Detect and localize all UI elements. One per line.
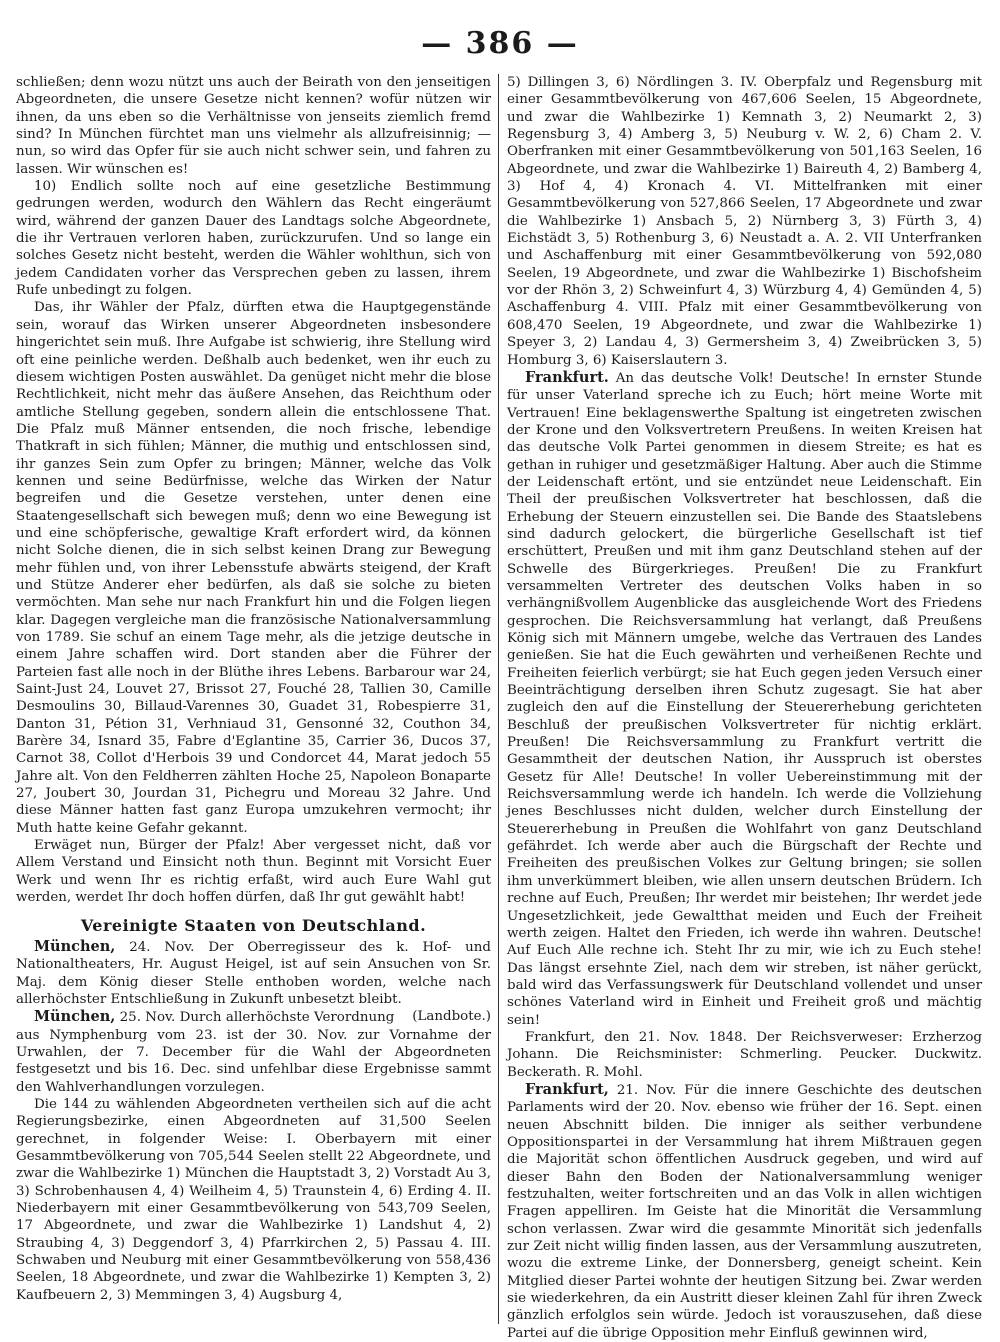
paragraph: Die 144 zu wählenden Abgeordneten vertheilen sich auf die acht Regierungsbezirke, einen Abgeordneten auf 31,500 Seelen gerechnet, in folgender Weise: I. Oberbayern mit einer Gesammtbevölkerung von 705,544 Seelen stellt 22 Abgeordnete, und zwar die Wahlbezirke 1) München die Hauptstadt 3, 2) Vorstadt Au 3, 3) Schrobenhausen 4, 4) Weilheim 4, 5) Traunstein 4, 6) Erding 4. II. Niederbayern mit einer Gesammtbevölkerung von 543,709 Seelen, 17 Abgeordnete, und zwar die Wahlbezirke 1) Landshut 4, 2) Straubing 4, 3) Deggendorf 3, 4) Pfarrkirchen 2, 5) Passau 4. III. Schwaben und Neuburg mit einer Gesammtbevölkerung von 558,436 Seelen, 18 Abgeordnete, und zwar die Wahlbezirke 1) Kempten 3, 2) Kaufbeuern 2, 3) Memmingen 3, 4) Augsburg 4, xyxy=(16,1096,491,1303)
dateline-place: Frankfurt. xyxy=(525,368,609,386)
article-text: 25. Nov. Durch allerhöchste Verordnung aus Nymphenburg vom 23. ist der 30. Nov. zur Vornahme der Urwahlen, der 7. December für die Wahl der Abgeordneten festgesetzt und bis 16. Dec. sind unfehlbar diese Ergebnisse sammt den Wahlverhandlungen vorzulegen. xyxy=(16,1010,491,1095)
article-munich-1 xyxy=(16,937,491,1025)
paragraph: 5) Dillingen 3, 6) Nördlingen 3. IV. Oberpfalz und Regensburg mit einer Gesammtbevölkerung von 467,606 Seelen, 15 Abgeordnete, und zwar die Wahlbezirke 1) Kemnath 3, 2) Neumarkt 2, 3) Regensburg 3, 4) Amberg 3, 5) Neuburg v. W. 2, 6) Cham 2. V. Oberfranken mit einer Gesammtbevölkerung von 501,163 Seelen, 16 Abgeordnete, und zwar die Wahlbezirke 1) Baireuth 4, 2) Bamberg 4, 3) Hof 4, 4) Kronach 4. VI. Mittelfranken mit einer Gesammtbevölkerung von 527,866 Seelen, 17 Abgeordnete und zwar die Wahlbezirke 1) Ansbach 5, 2) Nürnberg 3, 3) Fürth 3, 4) Eichstädt 3, 5) Rothenburg 3, 6) Neustadt a. A. 2. VII Unterfranken und Aschaffenburg mit einer Gesammtbevölkerung von 592,080 Seelen, 19 Abgeordnete, und zwar die Wahlbezirke 1) Bischofsheim vor der Rhön 3, 2) Schweinfurt 4, 3) Würzburg 4, 4) Gemünden 4, 5) Aschaffenburg 4. VIII. Pfalz mit einer Gesammtbevölkerung von 608,470 Seelen, 19 Abgeordnete, und zwar die Wahlbezirke 1) Speyer 3, 2) Landau 4, 3) Germersheim 3, 4) Zweibrücken 3, 5) Homburg 3, 6) Kaiserslautern 3. xyxy=(507,75,982,368)
right-column xyxy=(507,74,982,1341)
paragraph: Erwäget nun, Bürger der Pfalz! Aber vergesset nicht, daß vor Allem Verstand und Einsicht noth thun. Beginnt mit Vorsicht Euer Werk und wenn Ihr es richtig erfaßt, wird auch Eure Wahl gut werden, werdet Ihr doch hoffen dürfen, daß Ihr gut gewählt habt! xyxy=(16,838,491,906)
paragraph: Das, ihr Wähler der Pfalz, dürften etwa die Hauptgegenstände sein, worauf das Wirken unserer Abgeordneten insbesondere hingerichtet sein muß. Ihre Aufgabe ist schwierig, ihre Stellung wird oft eine peinliche werden. Deßhalb auch bedenket, wen ihr euch zu diesem wichtigen Posten auswählet. Da genüget nicht mehr die blose Rechtlichkeit, nicht mehr das äußere Ansehen, das Reichthum oder amtliche Stellung gegeben, sondern allein die entschlossene That. Die Pfalz muß Männer entsenden, die noch frische, lebendige Thatkraft in sich fühlen; Männer, die muthig und entschlossen sind, ihr ganzes Sein zum Opfer zu bringen; Männer, welche das Volk kennen und seine Bedürfnisse, welche das Wirken der Natur begreifen und die Gesetze verstehen, unter denen eine Staatengesellschaft sich bewegen muß; denn wo eine Bewegung ist und eine schöpferische, gewaltige Kraft erfordert wird, da können nicht Solche dienen, die in sich selbst keinen Drang zur Bewegung mehr fühlen und, von ihrer Lebensstufe abwärts steigend, der Kraft und Stütze Anderer eher bedürfen, als daß sie solche zu bieten vermöchten. Man sehe nur nach Frankfurt hin und die Folgen liegen klar. Dagegen vergleiche man die französische Nationalversammlung von 1789. Sie schuf an einem Tage mehr, als die jetzige deutsche in einem Jahre schaffen wird. Dort standen aber die Führer der Parteien fast alle noch in der Blüthe ihres Lebens. Barbarour war 24, Saint-Just 24, Louvet 27, Brissot 27, Fouché 28, Tallien 30, Camille Desmoulins 30, Billaud-Varennes 30, Guadet 31, Robespierre 31, Danton 31, Pétion 31, Verhniaud 31, Gensonné 32, Couthon 34, Barère 34, Isnard 35, Fabre d'Eglantine 35, Carrier 36, Ducos 37, Carnot 38, Collot d'Herbois 39 und Condorcet 44, Marat jedoch 55 Jahre alt. Von den Feldherren zählten Hoche 25, Napoleon Bonaparte 27, Joubert 30, Jourdan 31, Pichegru und Moreau 32 Jahre. Und diese Männer hatten fast ganz Europa umzukehren vermocht; ihr Muth hatte keine Gefahr gekannt. xyxy=(16,300,491,836)
dateline-place: München, xyxy=(34,937,116,955)
left-column xyxy=(16,74,491,1326)
dateline-place: München, xyxy=(34,1008,116,1026)
article-text: An das deutsche Volk! Deutsche! In ernster Stunde für unser Vaterland spreche ich zu Euch; hört meine Worte mit Vertrauen! Eine beklagenswerthe Spaltung ist eingetreten zwischen der Krone und den Volksvertretern Preußens. In weiten Kreisen hat das deutsche Volk Partei genommen in diesem Streite; es hat es gethan in ruhiger und gesetzmäßiger Haltung. Aber auch die Stimme der Leidenschaft ertönt, und sie entzündet neue Leidenschaft. Ein Theil der preußischen Volksvertreter hat beschlossen, daß die Erhebung der Steuern einzustellen sei. Die Bande des Staatslebens sind dadurch gelockert, die bürgerliche Gesellschaft ist tief erschüttert, Preußen und mit ihm ganz Deutschland stehen auf der Schwelle des Bürgerkrieges. Preußen! Die zu Frankfurt versammelten Vertreter des deutschen Volks haben in so verhängnißvollem Augenblicke das ausgleichende Wort des Friedens gesprochen. Die Reichsversammlung hat verlangt, daß Preußens König sich mit Männern umgebe, welche das Vertrauen des Landes genießen. Sie hat die Euch gewährten und verheißenen Rechte und Freiheiten feierlich verbürgt; sie hat Euch gegen jeden Versuch einer Beeinträchtigung derselben ihren Schutz zugesagt. Sie hat aber zugleich den auf die Einstellung der Steuererhebung gerichteten Beschluß der preußischen Volksvertreter für nichtig erklärt. Preußen! Die Reichsversammlung zu Frankfurt vertritt die Gesammtheit der deutschen Nation, ihr Ausspruch ist oberstes Gesetz für Alle! Deutsche! In voller Uebereinstimmung mit der Reichsversammlung werde ich handeln. Ich werde die Vollziehung jenes Beschlusses nicht dulden, welcher durch Einstellung der Steuererhebung in Preußen die Wohlfahrt von ganz Deutschland gefährdet. Ich werde aber auch die Bürgschaft der Rechte und Freiheiten des preußischen Volkes zur Geltung bringen; sie sollen ihm unverkümmert bleiben, wie allen unsern deutschen Brüdern. Ich rechne auf Euch, Preußen; Ihr werdet mir beistehen; Ihr werdet jede Ungesetzlichkeit, jede Gewaltthat meiden und Euch der Freiheit werth zeigen. Haltet den Frieden, ich werde ihn wahren. Deutsche! Auf Euch Alle rechne ich. Steht Ihr zu mir, wie ich zu Euch stehe! Das längst ersehnte Ziel, nach dem wir streben, ist näher gerückt, bald wird das Verfassungswerk für Deutschland vollendet und unser schönes Vaterland wird in Einheit und Freiheit groß und mächtig sein! xyxy=(507,370,982,1028)
signature-line: Frankfurt, den 21. Nov. 1848. Der Reichsverweser: Erzherzog Johann. Die Reichsminister: Schmerling. Peucker. Duckwitz. Beckerath. R. Mohl. xyxy=(507,1029,982,1080)
paragraph: 10) Endlich sollte noch auf eine gesetzliche Bestimmung gedrungen werden, wodurch den Wählern das Recht eingeräumt wird, während der ganzen Dauer des Landtags solche Abgeordnete, die ihr Vertrauen verloren haben, zurückzurufen. Und so lange ein solches Gesetz nicht besteht, werden die Wähler wohlthun, sich von jedem Candidaten vorher das Versprechen geben zu lassen, ihrem Rufe unbedingt zu folgen. xyxy=(16,179,491,299)
column-divider xyxy=(498,74,499,1324)
article-text: 21. Nov. Für die innere Geschichte des deutschen Parlaments wird der 20. Nov. ebenso wie früher der 16. Sept. einen neuen Abschnitt bilden. Die inniger als seither verbundene Oppositionspartei in der Versammlung hat ihrem Mißtrauen gegen die Majorität schon öffentlichen Ausdruck gegeben, und wird auf dieser Bahn den Boden der Nationalversammlung weniger festzuhalten, weiter fortschreiten und an das Volk in allen wichtigen Fragen appelliren. Im Geiste hat die Minorität die Versammlung schon verlassen. Zwar wird die gesammte Minorität sich jedenfalls zur Zeit nicht willig finden lassen, aus der Versammlung auszutreten, wozu die extreme Linke, der Donnersberg, geneigt scheint. Kein Mitglied dieser Partei wohnte der heutigen Sitzung bei. Zwar werden sie wiederkehren, da ein Austritt dieser kleinen Zahl für ihren Zweck gänzlich erfolglos sein würde. Jedoch ist vorauszusehen, daß diese Partei auf die übrige Opposition mehr Einfluß gewinnen wird, xyxy=(507,1082,982,1341)
page-number: — 386 — xyxy=(421,26,579,61)
dateline-place: Frankfurt, xyxy=(525,1080,609,1098)
section-title: Vereinigte Staaten von Deutschland. xyxy=(80,915,427,935)
article-text: 24. Nov. Der Oberregisseur des k. Hof- und Nationaltheaters, Hr. August Heigel, ist auf sein Ansuchen von Sr. Maj. dem König dieser Stelle enthoben worden, welche nach allerhöchster Entschließung in Zukunft unbesetzt bleibt. xyxy=(16,939,491,1007)
article-frankfurt-2 xyxy=(507,1081,982,1342)
paragraph: schließen; denn wozu nützt uns auch der Beirath von den jenseitigen Abgeordneten, die unsere Gesetze nicht kennen? wofür nützen wir ihnen, da uns eben so die Verhältnisse von jenseits ziemlich fremd sind? In München fürchtet man uns vielmehr als allzufreisinnig; — nun, so wird das Opfer für sie auch nicht schwer sein, und fahren zu lassen. Wir wünschen es! xyxy=(16,75,491,177)
article-frankfurt-1 xyxy=(507,369,982,1029)
source-note: (Landbote.) xyxy=(412,1009,491,1025)
